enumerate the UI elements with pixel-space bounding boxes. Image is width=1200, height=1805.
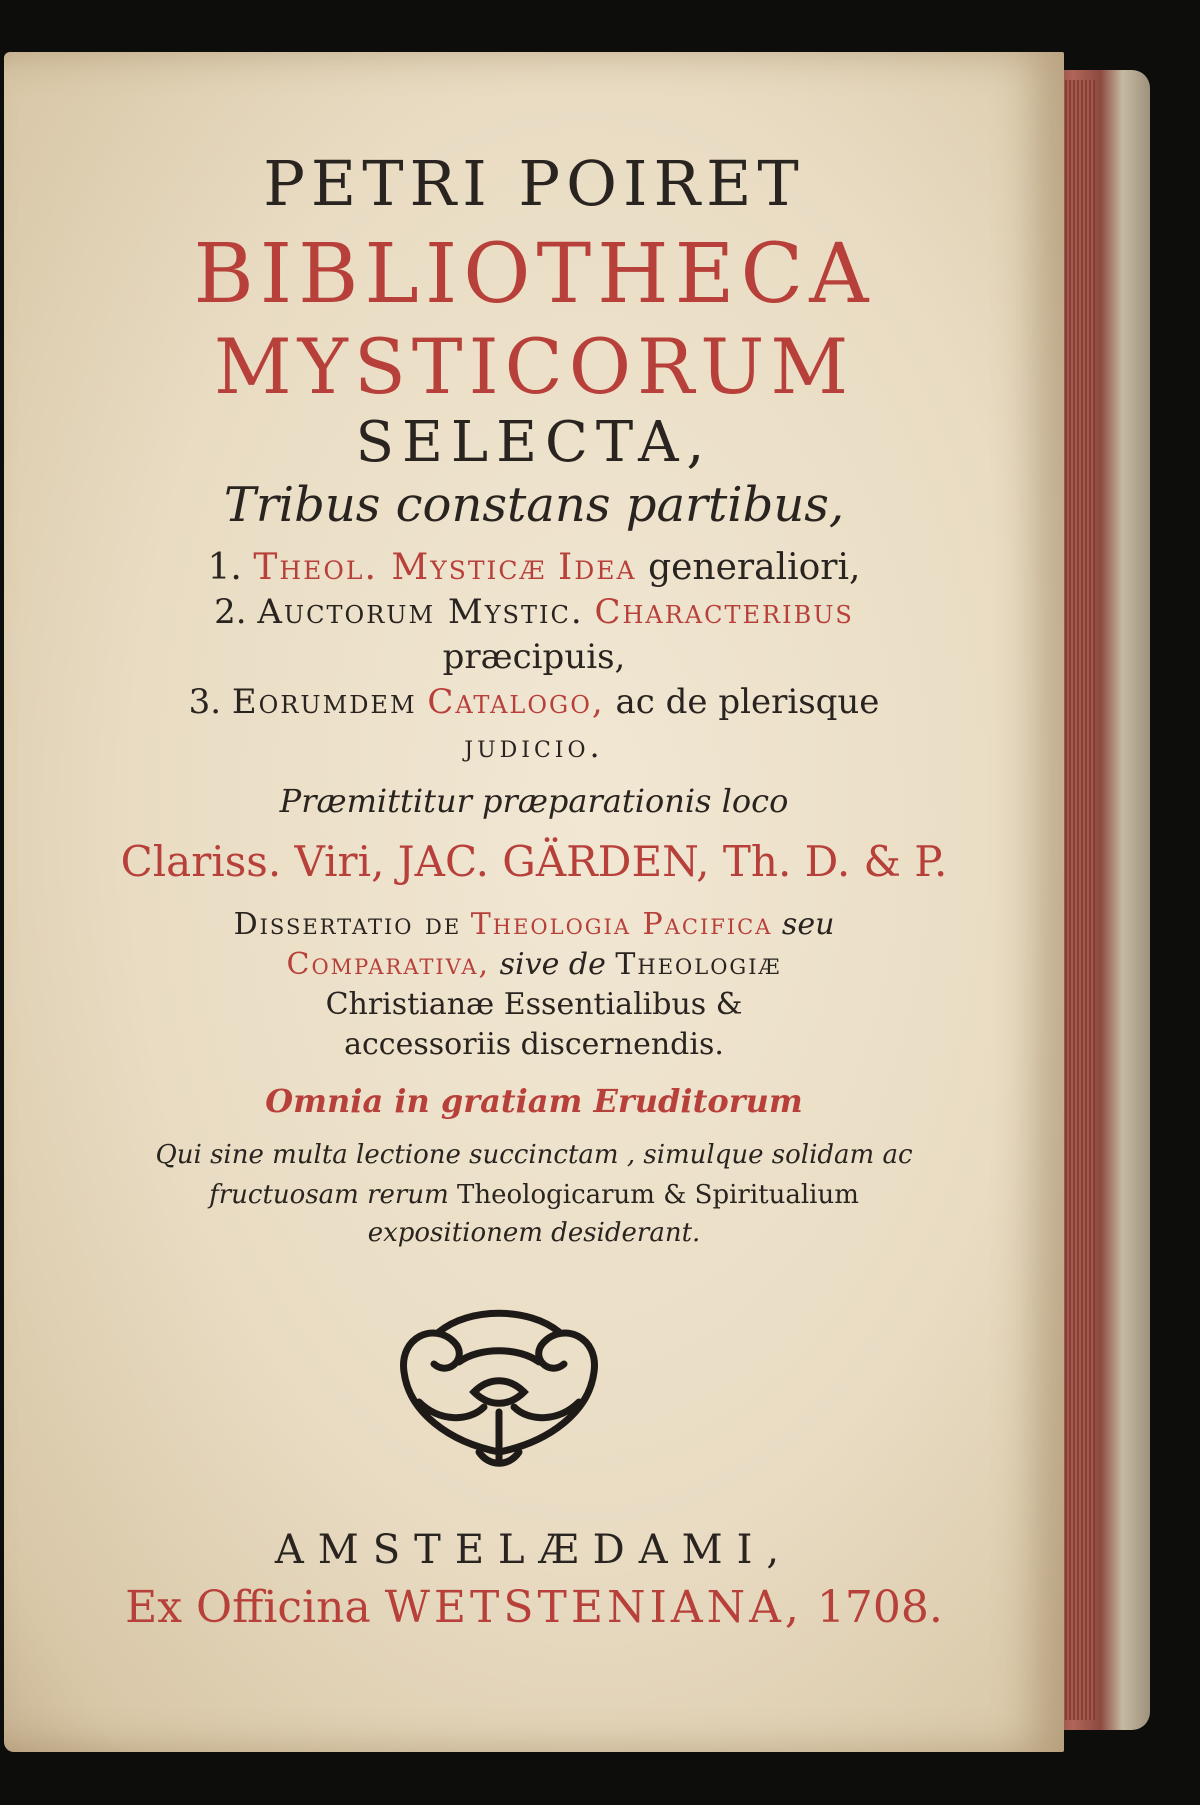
theologia-pacifica: Theologia Pacifica bbox=[470, 907, 773, 942]
dissertatio-line-4: accessoriis discernendis. bbox=[344, 1027, 724, 1062]
part-1-red-a: Theol. Mysticæ bbox=[253, 547, 547, 588]
author2: Clariss. Viri, JAC. GÄRDEN, Th. D. & P. bbox=[120, 837, 948, 886]
part-1-black: generaliori, bbox=[648, 547, 861, 588]
title-selecta: SELECTA, bbox=[355, 410, 713, 475]
printer-ornament bbox=[379, 1302, 619, 1472]
part-3-red: Catalogo, bbox=[427, 682, 605, 722]
omnia-line: Omnia in gratiam Eruditorum bbox=[265, 1082, 803, 1120]
qui-line-2 bbox=[4, 1180, 1064, 1210]
part-1-red-b: Idea bbox=[558, 547, 637, 588]
comparativa: Comparativa, bbox=[286, 947, 491, 982]
sive-de: sive de bbox=[499, 947, 606, 982]
part-1-num: 1. bbox=[207, 547, 242, 588]
title-mysticorum: MYSTICORUM bbox=[213, 322, 855, 411]
imprint-officina: Ex Officina bbox=[125, 1582, 371, 1633]
subtitle: Tribus constans partibus, bbox=[223, 477, 845, 533]
theologiae: Theologiæ bbox=[615, 947, 782, 982]
qui-line-1: Qui sine multa lectione succinctam , simulque solidam ac bbox=[155, 1140, 913, 1170]
imprint-wetsteniana: WETSTENIANA, bbox=[384, 1582, 803, 1633]
dissertatio-word: Dissertatio de bbox=[233, 907, 462, 942]
part-3-black-b: ac de plerisque bbox=[615, 682, 880, 722]
part-3-num: 3. bbox=[188, 682, 222, 722]
part-2-red: Characteribus bbox=[594, 592, 854, 632]
dissertatio-line-3: Christianæ Essentialibus & bbox=[325, 987, 743, 1022]
author-line: PETRI POIRET bbox=[263, 147, 805, 220]
theologicarum: Theologicarum & Spiritualium bbox=[457, 1180, 859, 1210]
part-2 bbox=[4, 592, 1064, 632]
dissertatio-line-2 bbox=[4, 947, 1064, 982]
qui-line-3: expositionem desiderant. bbox=[367, 1218, 701, 1248]
part-3 bbox=[4, 682, 1064, 722]
part-2-num: 2. bbox=[214, 592, 247, 632]
part-3-cont: judicio. bbox=[464, 727, 604, 765]
title-bibliotheca: BIBLIOTHECA bbox=[193, 227, 875, 322]
seu-word: seu bbox=[781, 907, 835, 942]
part-2-cont: præcipuis, bbox=[442, 637, 626, 677]
part-1 bbox=[4, 547, 1064, 588]
dissertatio-line-1 bbox=[4, 907, 1064, 942]
imprint-year: 1708. bbox=[816, 1582, 943, 1633]
fructuosam: fructuosam rerum bbox=[209, 1180, 449, 1210]
praemittitur: Præmittitur præparationis loco bbox=[279, 782, 789, 820]
imprint-line bbox=[4, 1582, 1064, 1633]
part-2-black: Auctorum Mystic. bbox=[257, 592, 584, 632]
place-line: AMSTELÆDAMI, bbox=[274, 1527, 794, 1573]
title-page bbox=[4, 52, 1064, 1752]
part-3-black-a: Eorumdem bbox=[231, 682, 417, 722]
